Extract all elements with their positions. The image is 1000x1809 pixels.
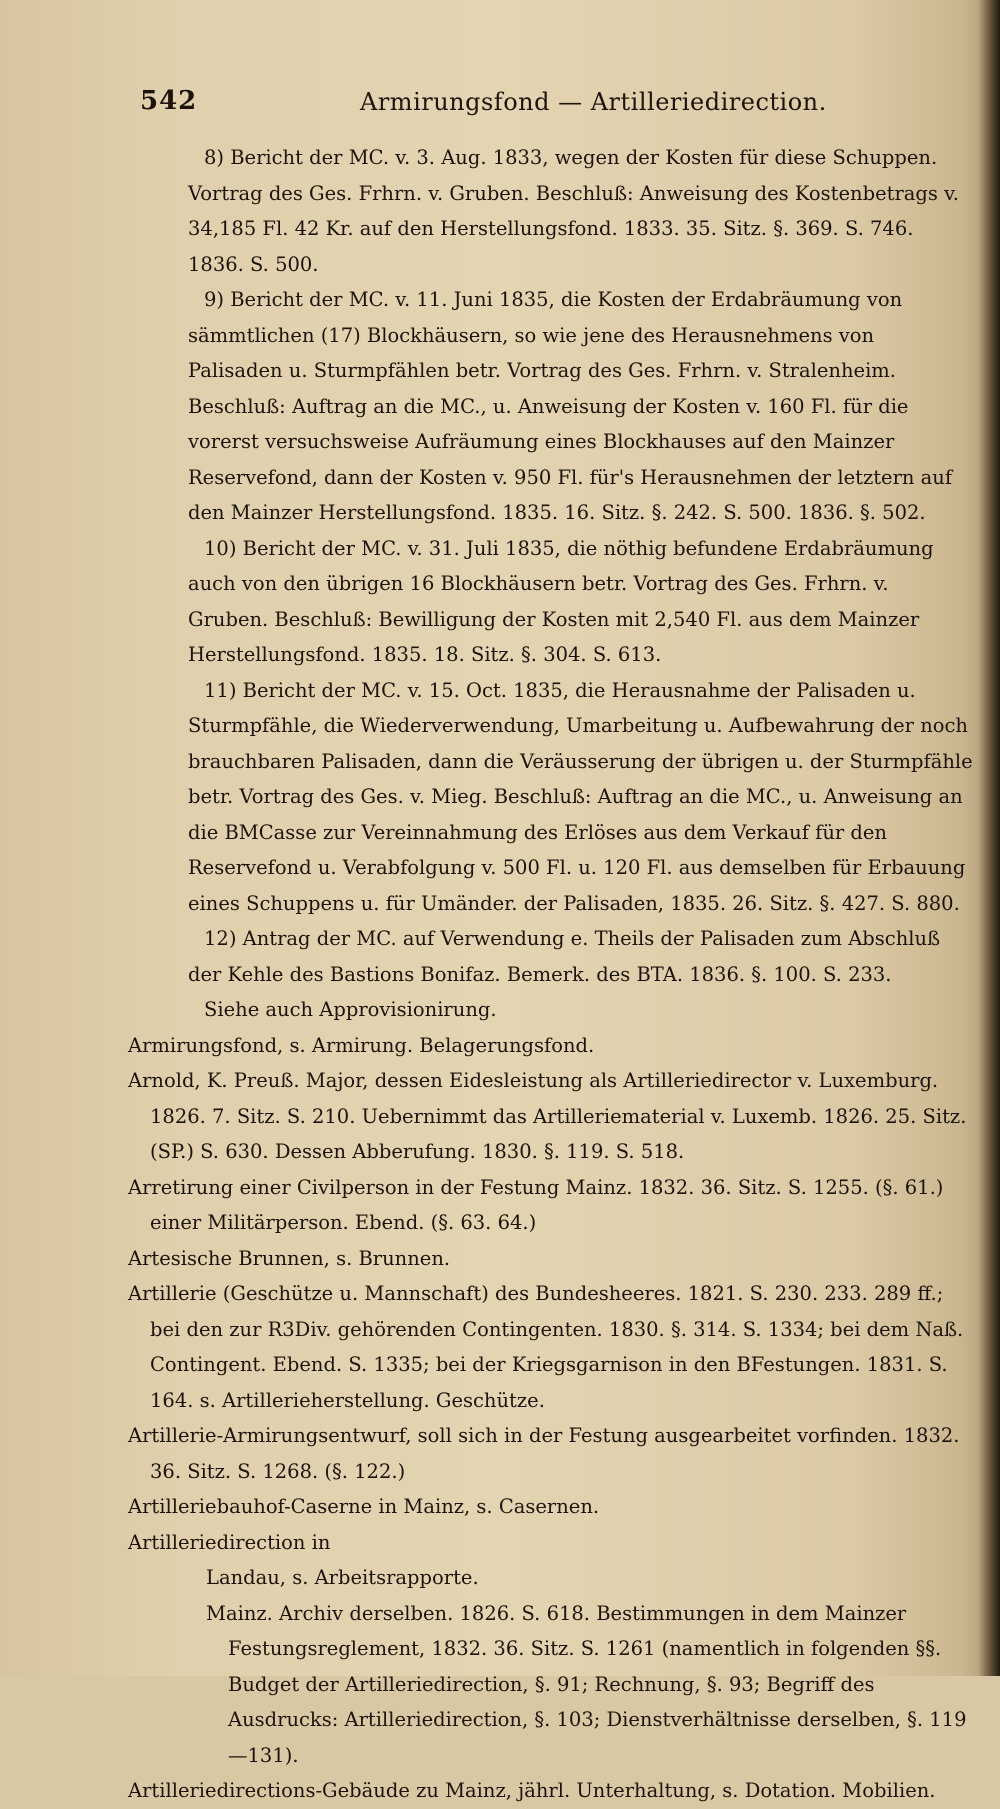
sub-entry: 11) Bericht der MC. v. 15. Oct. 1835, die Herausnahme der Palisaden u. Sturmpfähle, die Wiederverwendung, Umarbeitung u. Aufbewahrung der noch brauchbaren Palisaden, dann die Veräusserung der übrigen u. der Sturmpfähle betr. Vortrag des Ges. v. Mieg. Beschluß: Auftrag an die MC., u. Anweisung an die BMCasse zur Vereinnahmung des Erlöses aus dem Verkauf für den Reservefond u. Verabfolgung v. 500 Fl. u. 120 Fl. aus demselben für Erbauung eines Schuppens u. für Umänder. der Palisaden, 1835. 26. Sitz. §. 427. S. 880. [188, 678, 973, 915]
index-entry: Artillerie-Armirungsentwurf, soll sich in der Festung ausgearbeitet vorfinden. 1832. 36. Sitz. S. 1268. (§. 122.) [128, 1424, 960, 1483]
page-edge-shadow [978, 0, 1000, 1676]
sub-entry: Landau, s. Arbeitsrapporte. [206, 1566, 479, 1589]
page-header [140, 86, 920, 126]
page-number: 542 [140, 86, 198, 116]
sub-entry: 12) Antrag der MC. auf Verwendung e. Theils der Palisaden zum Abschluß der Kehle des Bastions Bonifaz. Bemerk. des BTA. 1836. §. 100. S. 233. [188, 927, 941, 986]
index-entry: Artesische Brunnen, s. Brunnen. [128, 1246, 451, 1270]
index-entry: Armirungsfond, s. Armirung. Belagerungsfond. [128, 1033, 595, 1057]
index-body [128, 140, 973, 1809]
running-head: Armirungsfond — Artilleriedirection. [360, 88, 827, 116]
index-entry: Artilleriedirection in [128, 1530, 331, 1554]
sub-entry: 8) Bericht der MC. v. 3. Aug. 1833, wegen der Kosten für diese Schuppen. Vortrag des Ges. Frhrn. v. Gruben. Beschluß: Anweisung des Kostenbetrags v. 34,185 Fl. 42 Kr. auf den Herstellungsfond. 1833. 35. Sitz. §. 369. S. 746. 1836. S. 500. [188, 146, 960, 276]
sub-entry: Mainz. Archiv derselben. 1826. S. 618. Bestimmungen in dem Mainzer Festungsreglement, 1832. 36. Sitz. S. 1261 (namentlich in folgenden §§. Budget der Artilleriedirection, §. 91; Rechnung, §. 93; Begriff des Ausdrucks: Artilleriedirection, §. 103; Dienstverhältnisse derselben, §. 119—131). [206, 1601, 967, 1767]
index-entry: Artillerie (Geschütze u. Mannschaft) des Bundesheeres. 1821. S. 230. 233. 289 ff.; bei den zur R3Div. gehörenden Contingenten. 1830. §. 314. S. 1334; bei dem Naß. Contingent. Ebend. S. 1335; bei der Kriegsgarnison in den BFestungen. 1831. S. 164. s. Artillerieherstellung. Geschütze. [128, 1282, 964, 1412]
sub-entry: 9) Bericht der MC. v. 11. Juni 1835, die Kosten der Erdabräumung von sämmtlichen (17) Blockhäusern, so wie jene des Herausnehmens von Palisaden u. Sturmpfählen betr. Vortrag des Ges. Frhrn. v. Stralenheim. Beschluß: Auftrag an die MC., u. Anweisung der Kosten v. 160 Fl. für die vorerst versuchsweise Aufräumung eines Blockhauses auf den Mainzer Reservefond, dann der Kosten v. 950 Fl. für's Herausnehmen der letztern auf den Mainzer Herstellungsfond. 1835. 16. Sitz. §. 242. S. 500. 1836. §. 502. [188, 288, 953, 524]
index-entry: Arnold, K. Preuß. Major, dessen Eidesleistung als Artilleriedirector v. Luxemburg. 1826. 7. Sitz. S. 210. Uebernimmt das Artilleriematerial v. Luxemb. 1826. 25. Sitz. (SP.) S. 630. Dessen Abberufung. 1830. §. 119. S. 518. [128, 1069, 967, 1163]
see-also: Siehe auch Approvisionirung. [204, 998, 497, 1021]
sub-entry: 10) Bericht der MC. v. 31. Juli 1835, die nöthig befundene Erdabräumung auch von den übrigen 16 Blockhäusern betr. Vortrag des Ges. Frhrn. v. Gruben. Beschluß: Bewilligung der Kosten mit 2,540 Fl. aus dem Mainzer Herstellungsfond. 1835. 18. Sitz. §. 304. S. 613. [188, 536, 934, 666]
index-entry: Arretirung einer Civilperson in der Festung Mainz. 1832. 36. Sitz. S. 1255. (§. 61.) einer Militärperson. Ebend. (§. 63. 64.) [128, 1175, 944, 1234]
index-entry: Artilleriebauhof-Caserne in Mainz, s. Casernen. [128, 1495, 600, 1518]
index-entry: Artilleriedirections-Gebäude zu Mainz, jährl. Unterhaltung, s. Dotation. Mobilien. [128, 1779, 936, 1802]
